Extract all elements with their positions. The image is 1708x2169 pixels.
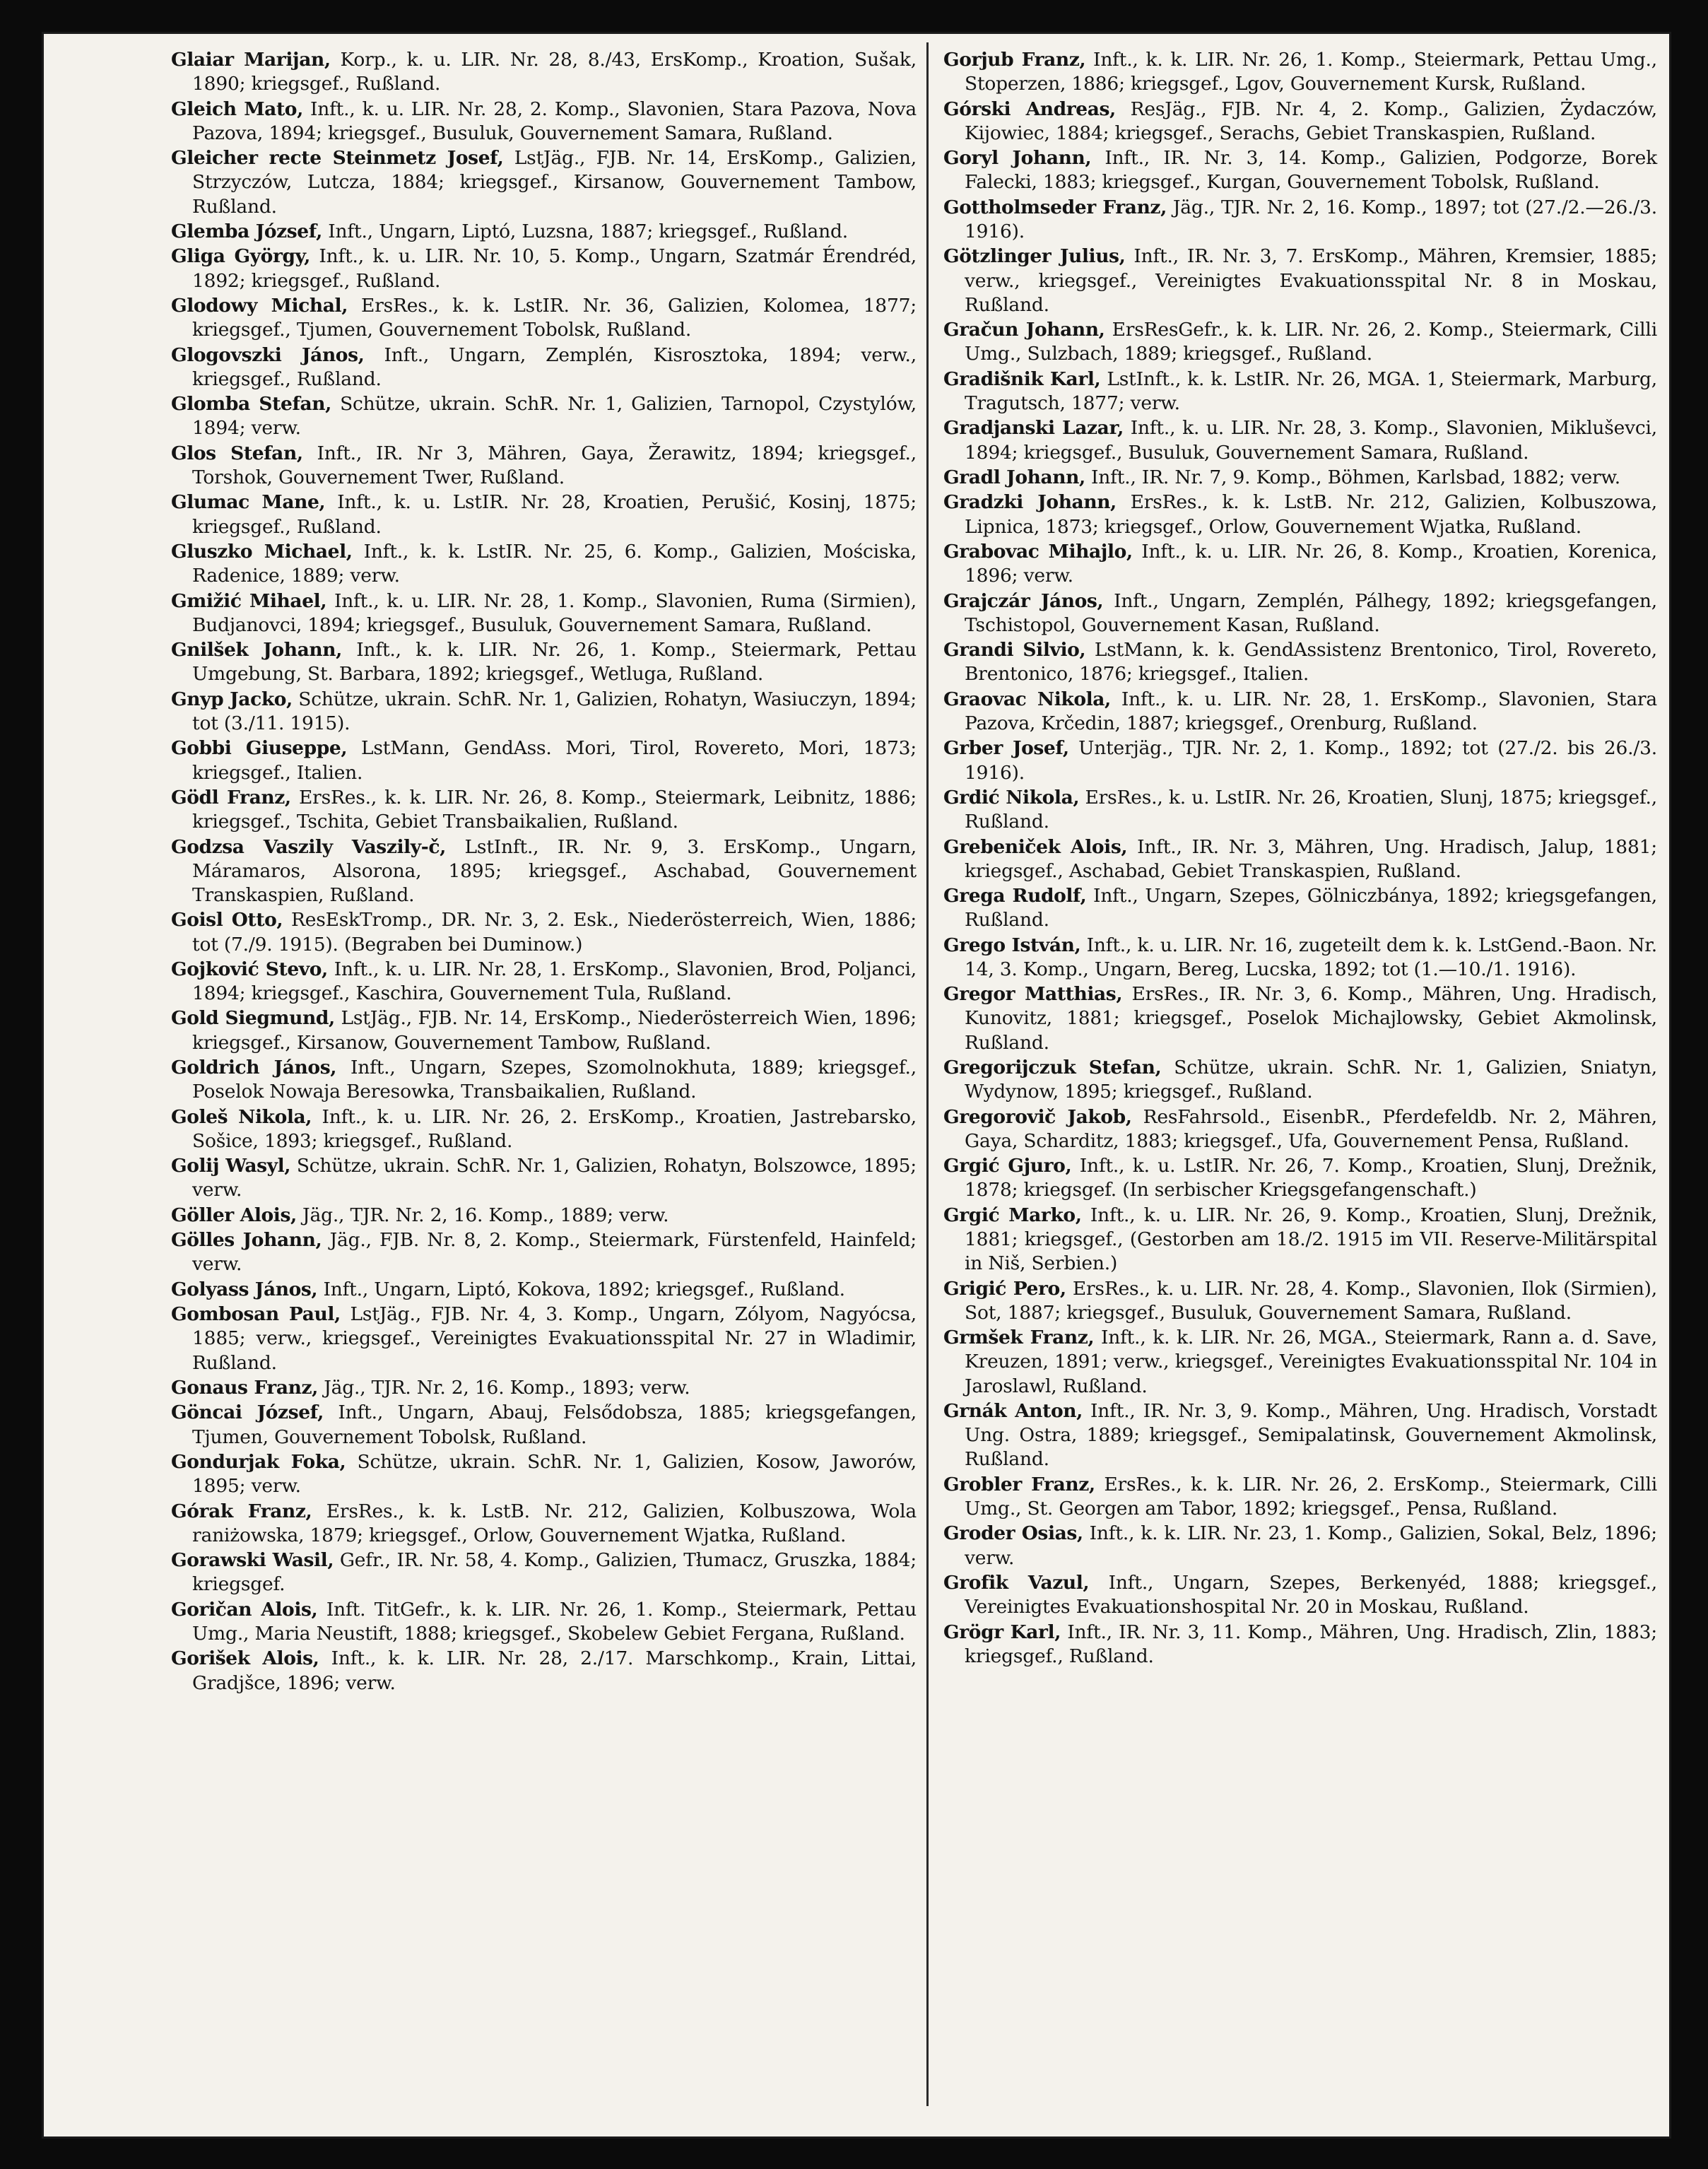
entry-name: Gölles Johann,	[171, 1229, 322, 1252]
entry-name: Goryl Johann,	[943, 147, 1092, 170]
entry-details: Inft., k. u. LIR. Nr. 28, 1. ErsKomp., Slavonien, Brod, Poljanci, 1894; kriegsgef., Kaschira, Gouvernement Tula, Rußland.	[192, 958, 917, 1005]
entry-name: Gliga György,	[171, 245, 310, 268]
entry-name: Gleicher recte Steinmetz Josef,	[171, 147, 504, 170]
entry-details: Inft., k. k. LIR. Nr. 23, 1. Komp., Galizien, Sokal, Belz, 1896; verw.	[965, 1522, 1657, 1569]
entry-details: ResFahrsold., EisenbR., Pferdefeldb. Nr. 2, Mähren, Gaya, Scharditz, 1883; kriegsgef., Ufa, Gouvernement Pensa, Rußland.	[965, 1105, 1658, 1152]
entry-name: Gradišnik Karl,	[943, 368, 1101, 390]
entry-details: Inft., k. u. LIR. Nr. 10, 5. Komp., Ungarn, Szatmár Érendréd, 1892; kriegsgef., Rußland.	[192, 245, 917, 292]
entry-details: ResJäg., FJB. Nr. 4, 2. Komp., Galizien, Żydaczów, Kijowiec, 1884; kriegsgef., Serachs, Gebiet Transkaspien, Rußland.	[965, 98, 1657, 144]
casualty-entry	[171, 688, 917, 736]
entry-name: Grabovac Mihajlo,	[943, 540, 1133, 563]
casualty-entry	[171, 1204, 917, 1228]
entry-details: Inft., IR. Nr 3, Mähren, Gaya, Žerawitz, 1894; kriegsgef., Torshok, Gouvernement Twer, Rußland.	[192, 442, 917, 488]
entry-name: Gradjanski Lazar,	[943, 417, 1124, 440]
entry-name: Grber Josef,	[943, 737, 1069, 760]
casualty-entry	[943, 835, 1657, 883]
casualty-entry	[943, 1326, 1657, 1399]
casualty-entry	[171, 1303, 917, 1375]
entry-name: Groder Osias,	[943, 1522, 1083, 1545]
entry-details: Inft., Ungarn, Liptó, Kokova, 1892; kriegsgef., Rußland.	[323, 1278, 845, 1300]
casualty-entry	[171, 589, 917, 637]
entry-details: ErsRes., k. k. LIR. Nr. 26, 2. ErsKomp., Steiermark, Cilli Umg., St. Georgen am Tabor, 1892; kriegsgef., Pensa, Rußland.	[965, 1473, 1657, 1520]
casualty-entry	[171, 1228, 917, 1276]
casualty-entry	[171, 1598, 917, 1646]
entry-details: ResEskTromp., DR. Nr. 3, 2. Esk., Niederösterreich, Wien, 1886; tot (7./9. 1915). (Begraben bei Duminow.)	[192, 909, 917, 956]
casualty-entry	[943, 490, 1657, 539]
entry-name: Gmižić Mihael,	[171, 589, 327, 612]
entry-details: Inft., IR. Nr. 3, Mähren, Ung. Hradisch, Jalup, 1881; kriegsgef., Aschabad, Gebiet Transkaspien, Rußland.	[965, 835, 1658, 882]
entry-details: Inft., IR. Nr. 3, 7. ErsKomp., Mähren, Kremsier, 1885; verw., kriegsgef., Vereinigtes Evakuationsspital Nr. 8 in Moskau, Rußland.	[965, 245, 1657, 316]
entry-details: Inft., IR. Nr. 3, 11. Komp., Mähren, Ung. Hradisch, Zlin, 1883; kriegsgef., Rußland.	[965, 1621, 1657, 1667]
entry-details: Gefr., IR. Nr. 58, 4. Komp., Galizien, Tłumacz, Gruszka, 1884; kriegsgef.	[192, 1549, 917, 1596]
entry-details: Inft., Ungarn, Abauj, Felsődobsza, 1885; kriegsgefangen, Tjumen, Gouvernement Tobolsk, Rußland.	[192, 1401, 917, 1448]
casualty-entry	[943, 368, 1657, 416]
entry-name: Grgić Gjuro,	[943, 1155, 1072, 1177]
entry-name: Grego István,	[943, 934, 1081, 956]
casualty-entry	[943, 1204, 1657, 1276]
casualty-entry	[171, 1647, 917, 1695]
casualty-entry	[943, 1056, 1657, 1104]
entry-details: Inft., Ungarn, Szepes, Berkenyéd, 1888; kriegsgef., Vereinigtes Evakuationshospital Nr. 20 in Moskau, Rußland.	[965, 1572, 1657, 1618]
entry-details: LstInft., k. k. LstIR. Nr. 26, MGA. 1, Steiermark, Marburg, Tragutsch, 1877; verw.	[965, 368, 1657, 414]
casualty-entry	[943, 638, 1657, 686]
entry-name: Gnyp Jacko,	[171, 688, 293, 710]
entry-details: Unterjäg., TJR. Nr. 2, 1. Komp., 1892; tot (27./2. bis 26./3. 1916).	[965, 737, 1658, 784]
casualty-entry	[943, 540, 1657, 588]
entry-name: Gorjub Franz,	[943, 49, 1086, 71]
entry-details: Schütze, ukrain. SchR. Nr. 1, Galizien, Kosow, Jaworów, 1895; verw.	[192, 1451, 917, 1498]
entry-name: Graovac Nikola,	[943, 688, 1111, 710]
casualty-entry	[943, 1399, 1657, 1472]
casualty-entry	[171, 958, 917, 1006]
entry-details: Inft., k. u. LIR. Nr. 16, zugeteilt dem k. k. LstGend.-Baon. Nr. 14, 3. Komp., Ungarn, Bereg, Lucska, 1892; tot (1.—10./1. 1916).	[965, 934, 1657, 980]
casualty-entry	[171, 1006, 917, 1054]
entry-details: Inft., Ungarn, Szepes, Gölniczbánya, 1892; kriegsgefangen, Rußland.	[965, 885, 1657, 931]
entry-details: Inft., IR. Nr. 3, 9. Komp., Mähren, Ung. Hradisch, Vorstadt Ung. Ostra, 1889; kriegsgef., Semipalatinsk, Gouvernement Akmolinsk, Rußland.	[965, 1400, 1657, 1471]
entry-name: Gorišek Alois,	[171, 1647, 319, 1670]
entry-name: Golyass János,	[171, 1278, 318, 1300]
casualty-entry	[171, 98, 917, 146]
casualty-entry	[171, 442, 917, 490]
entry-name: Grajczár János,	[943, 589, 1104, 612]
entry-name: Grandi Silvio,	[943, 639, 1086, 662]
entry-name: Grobler Franz,	[943, 1473, 1095, 1495]
casualty-entry	[171, 392, 917, 440]
entry-details: Korp., k. u. LIR. Nr. 28, 8./43, ErsKomp., Kroation, Sušak, 1890; kriegsgef., Rußland.	[192, 49, 917, 95]
entry-name: Gradl Johann,	[943, 466, 1085, 488]
entry-name: Gödl Franz,	[171, 786, 291, 809]
casualty-entry	[171, 835, 917, 908]
entry-details: Inft., Ungarn, Szepes, Szomolnokhuta, 1889; kriegsgef., Poselok Nowaja Beresowka, Transbaikalien, Rußland.	[192, 1057, 917, 1103]
casualty-entry	[943, 1277, 1657, 1325]
entry-details: Inft., k. k. LIR. Nr. 26, MGA., Steiermark, Rann a. d. Save, Kreuzen, 1891; verw., kriegsgef., Vereinigtes Evakuationsspital Nr. 104 in Jaroslawl, Rußland.	[965, 1327, 1657, 1397]
entry-name: Gregorijczuk Stefan,	[943, 1057, 1162, 1079]
entry-details: Jäg., TJR. Nr. 2, 16. Komp., 1897; tot (27./2.—26./3. 1916).	[965, 196, 1657, 242]
entry-name: Gonaus Franz,	[171, 1377, 318, 1399]
casualty-entry	[943, 786, 1657, 834]
entry-name: Gnilšek Johann,	[171, 639, 342, 662]
casualty-entry	[171, 1278, 917, 1302]
entry-name: Glaiar Marijan,	[171, 49, 331, 71]
casualty-entry	[171, 1500, 917, 1548]
casualty-entry	[171, 1056, 917, 1104]
entry-name: Grebeniček Alois,	[943, 835, 1128, 858]
entry-details: Inft., k. u. LIR. Nr. 28, 1. Komp., Slavonien, Ruma (Sirmien), Budjanovci, 1894; kriegsgef., Busuluk, Gouvernement Samara, Rußland.	[192, 589, 917, 636]
entry-details: LstJäg., FJB. Nr. 4, 3. Komp., Ungarn, Zólyom, Nagyócsa, 1885; verw., kriegsgef., Vereinigtes Evakuationsspital Nr. 27 in Wladimir, Rußland.	[192, 1303, 917, 1374]
entry-details: Inft., Ungarn, Liptó, Luzsna, 1887; kriegsgef., Rußland.	[328, 220, 848, 242]
casualty-entry	[171, 908, 917, 956]
entry-details: ErsRes., k. k. LIR. Nr. 26, 8. Komp., Steiermark, Leibnitz, 1886; kriegsgef., Tschita, Gebiet Transbaikalien, Rußland.	[192, 786, 917, 833]
entry-name: Grnák Anton,	[943, 1400, 1083, 1423]
casualty-entry	[943, 98, 1657, 146]
entry-details: ErsRes., k. k. LstB. Nr. 212, Galizien, Kolbuszowa, Lipnica, 1873; kriegsgef., Orlow, Gouvernement Wjatka, Rußland.	[965, 491, 1657, 538]
entry-details: Inft., k. u. LstIR. Nr. 26, 7. Komp., Kroatien, Slunj, Drežnik, 1878; kriegsgef. (In serbischer Kriegsgefangenschaft.)	[965, 1155, 1657, 1201]
entry-name: Glogovszki János,	[171, 343, 365, 366]
entry-name: Górski Andreas,	[943, 98, 1116, 120]
entry-name: Gradzki Johann,	[943, 491, 1117, 514]
casualty-entry	[943, 934, 1657, 982]
entry-name: Goričan Alois,	[171, 1598, 318, 1621]
entry-details: Schütze, ukrain. SchR. Nr. 1, Galizien, Tarnopol, Czystylów, 1894; verw.	[192, 393, 917, 440]
entry-details: LstMann, GendAss. Mori, Tirol, Rovereto, Mori, 1873; kriegsgef., Italien.	[192, 737, 917, 784]
casualty-entry	[171, 1154, 917, 1202]
entry-details: Inft., k. k. LIR. Nr. 26, 1. Komp., Steiermark, Pettau Umg., Stoperzen, 1886; kriegsgef., Lgov, Gouvernement Kursk, Rußland.	[965, 49, 1657, 95]
entry-name: Gold Siegmund,	[171, 1007, 335, 1030]
entry-name: Godzsa Vaszily Vaszily-č,	[171, 835, 446, 858]
entry-name: Glos Stefan,	[171, 442, 303, 464]
entry-details: Inft. TitGefr., k. k. LIR. Nr. 26, 1. Komp., Steiermark, Pettau Umg., Maria Neustift, 1888; kriegsgef., Skobelew Gebiet Fergana, Rußland.	[192, 1598, 917, 1645]
entry-name: Grigić Pero,	[943, 1277, 1066, 1300]
entry-details: ErsRes., k. u. LstIR. Nr. 26, Kroatien, Slunj, 1875; kriegsgef., Rußland.	[965, 786, 1657, 833]
casualty-entry	[943, 196, 1657, 244]
entry-details: ErsRes., k. u. LIR. Nr. 28, 4. Komp., Slavonien, Ilok (Sirmien), Sot, 1887; kriegsgef., Busuluk, Gouvernement Samara, Rußland.	[965, 1277, 1657, 1324]
entry-details: Schütze, ukrain. SchR. Nr. 1, Galizien, Rohatyn, Bolszowce, 1895; verw.	[192, 1155, 917, 1201]
entry-details: Inft., k. u. LIR. Nr. 26, 9. Komp., Kroatien, Slunj, Drežnik, 1881; kriegsgef., (Gestorben am 18./2. 1915 im VII. Reserve-Militärspital in Niš, Serbien.)	[965, 1204, 1657, 1275]
entry-name: Goleš Nikola,	[171, 1105, 312, 1128]
entry-name: Grmšek Franz,	[943, 1327, 1095, 1349]
entry-name: Gregorovič Jakob,	[943, 1105, 1132, 1128]
entry-details: Inft., k. u. LIR. Nr. 28, 2. Komp., Slavonien, Stara Pazova, Nova Pazova, 1894; kriegsgef., Busuluk, Gouvernement Samara, Rußland.	[192, 98, 917, 144]
casualty-entry	[943, 736, 1657, 784]
entry-details: Jäg., TJR. Nr. 2, 16. Komp., 1893; verw.	[324, 1377, 690, 1399]
casualty-entry	[943, 1522, 1657, 1570]
entry-details: Schütze, ukrain. SchR. Nr. 1, Galizien, Rohatyn, Wasiuczyn, 1894; tot (3./11. 1915).	[192, 688, 917, 734]
entry-name: Golij Wasyl,	[171, 1155, 291, 1177]
casualty-entry	[943, 884, 1657, 932]
entry-name: Glemba József,	[171, 220, 323, 242]
casualty-entry	[943, 1473, 1657, 1521]
casualty-entry	[171, 786, 917, 834]
entry-name: Grdić Nikola,	[943, 786, 1080, 809]
casualty-entry	[171, 1376, 917, 1400]
entry-name: Goldrich János,	[171, 1057, 337, 1079]
entry-name: Gračun Johann,	[943, 319, 1105, 341]
entry-name: Göller Alois,	[171, 1204, 297, 1226]
casualty-entry	[171, 343, 917, 392]
right-column	[943, 48, 1657, 1669]
casualty-entry	[943, 416, 1657, 464]
entry-name: Gottholmseder Franz,	[943, 196, 1167, 218]
entry-details: Inft., k. k. LstIR. Nr. 25, 6. Komp., Galizien, Mościska, Radenice, 1889; verw.	[192, 540, 917, 587]
entry-details: Inft., k. k. LIR. Nr. 28, 2./17. Marschkomp., Krain, Littai, Gradjšce, 1896; verw.	[192, 1647, 917, 1694]
entry-name: Göncai József,	[171, 1401, 324, 1424]
entry-details: Inft., k. u. LIR. Nr. 26, 8. Komp., Kroatien, Korenica, 1896; verw.	[965, 540, 1657, 587]
entry-details: Inft., k. u. LIR. Nr. 28, 1. ErsKomp., Slavonien, Stara Pazova, Krčedin, 1887; kriegsgef., Orenburg, Rußland.	[965, 688, 1657, 734]
entry-details: Inft., k. u. LIR. Nr. 28, 3. Komp., Slavonien, Mikluševci, 1894; kriegsgef., Busuluk, Gouvernement Samara, Rußland.	[965, 417, 1658, 464]
casualty-entry	[943, 48, 1657, 96]
casualty-entry	[171, 1401, 917, 1449]
entry-details: LstJäg., FJB. Nr. 14, ErsKomp., Galizien, Strzyczów, Lutcza, 1884; kriegsgef., Kirsanow, Gouvernement Tambow, Rußland.	[192, 147, 917, 218]
casualty-entry	[171, 146, 917, 219]
casualty-entry	[943, 146, 1657, 194]
entry-name: Götzlinger Julius,	[943, 245, 1126, 268]
entry-details: ErsRes., k. k. LstB. Nr. 212, Galizien, Kolbuszowa, Wola raniżowska, 1879; kriegsgef., Orlow, Gouvernement Wjatka, Rußland.	[192, 1500, 917, 1546]
entry-name: Grega Rudolf,	[943, 885, 1087, 907]
entry-name: Glomba Stefan,	[171, 393, 331, 416]
entry-name: Gondurjak Foka,	[171, 1451, 346, 1474]
casualty-entry	[943, 466, 1657, 490]
entry-details: Jäg., TJR. Nr. 2, 16. Komp., 1889; verw.	[302, 1204, 669, 1226]
casualty-entry	[943, 1105, 1657, 1153]
entry-name: Goisl Otto,	[171, 909, 283, 931]
casualty-entry	[171, 1105, 917, 1153]
entry-name: Gluszko Michael,	[171, 540, 353, 563]
casualty-entry	[171, 245, 917, 293]
left-column	[171, 48, 917, 1696]
entry-details: LstJäg., FJB. Nr. 14, ErsKomp., Niederösterreich Wien, 1896; kriegsgef., Kirsanow, Gouvernement Tambow, Rußland.	[192, 1007, 917, 1054]
entry-name: Grögr Karl,	[943, 1621, 1061, 1643]
casualty-entry	[943, 318, 1657, 366]
casualty-entry	[171, 294, 917, 342]
entry-details: LstMann, k. k. GendAssistenz Brentonico, Tirol, Rovereto, Brentonico, 1876; kriegsgef., Italien.	[965, 639, 1658, 686]
entry-name: Gorawski Wasil,	[171, 1549, 334, 1572]
entry-details: ErsRes., k. k. LstIR. Nr. 36, Galizien, Kolomea, 1877; kriegsgef., Tjumen, Gouvernement Tobolsk, Rußland.	[192, 294, 917, 341]
entry-details: ErsResGefr., k. k. LIR. Nr. 26, 2. Komp., Steiermark, Cilli Umg., Sulzbach, 1889; kriegsgef., Rußland.	[965, 319, 1657, 365]
entry-details: Inft., k. k. LIR. Nr. 26, 1. Komp., Steiermark, Pettau Umgebung, St. Barbara, 1892; kriegsgef., Wetluga, Rußland.	[192, 639, 917, 686]
casualty-entry	[171, 1450, 917, 1498]
casualty-entry	[943, 589, 1657, 637]
casualty-entry	[943, 1154, 1657, 1202]
casualty-entry	[943, 245, 1657, 317]
casualty-entry	[171, 1548, 917, 1597]
entry-details: Schütze, ukrain. SchR. Nr. 1, Galizien, Sniatyn, Wydynow, 1895; kriegsgef., Rußland.	[965, 1057, 1657, 1103]
column-divider	[926, 42, 929, 2106]
casualty-entry	[171, 220, 917, 244]
entry-name: Glumac Mane,	[171, 491, 326, 514]
entry-details: ErsRes., IR. Nr. 3, 6. Komp., Mähren, Ung. Hradisch, Kunovitz, 1881; kriegsgef., Poselok Michajlowsky, Gebiet Akmolinsk, Rußland.	[965, 983, 1657, 1054]
entry-details: Jäg., FJB. Nr. 8, 2. Komp., Steiermark, Fürstenfeld, Hainfeld; verw.	[192, 1229, 917, 1276]
entry-details: Inft., IR. Nr. 7, 9. Komp., Böhmen, Karlsbad, 1882; verw.	[1091, 466, 1620, 488]
casualty-entry	[943, 1571, 1657, 1619]
casualty-entry	[943, 688, 1657, 736]
entry-details: Inft., IR. Nr. 3, 14. Komp., Galizien, Podgorze, Borek Falecki, 1883; kriegsgef., Kurgan, Gouvernement Tobolsk, Rußland.	[965, 147, 1657, 194]
entry-details: Inft., Ungarn, Zemplén, Pálhegy, 1892; kriegsgefangen, Tschistopol, Gouvernement Kasan, Rußland.	[965, 589, 1657, 636]
casualty-entry	[943, 982, 1657, 1055]
casualty-entry	[171, 540, 917, 588]
entry-name: Gleich Mato,	[171, 98, 303, 120]
entry-details: Inft., k. u. LstIR. Nr. 28, Kroatien, Perušić, Kosinj, 1875; kriegsgef., Rußland.	[192, 491, 917, 538]
casualty-entry	[171, 48, 917, 96]
entry-name: Gombosan Paul,	[171, 1303, 341, 1326]
casualty-entry	[171, 736, 917, 784]
entry-name: Gregor Matthias,	[943, 983, 1123, 1006]
entry-details: Inft., k. u. LIR. Nr. 26, 2. ErsKomp., Kroatien, Jastrebarsko, Sošice, 1893; kriegsgef., Rußland.	[192, 1105, 917, 1152]
casualty-entry	[171, 490, 917, 539]
entry-name: Gobbi Giuseppe,	[171, 737, 348, 760]
entry-details: LstInft., IR. Nr. 9, 3. ErsKomp., Ungarn, Máramaros, Alsorona, 1895; kriegsgef., Aschabad, Gouvernement Transkaspien, Rußland.	[192, 835, 917, 906]
entry-name: Górak Franz,	[171, 1500, 312, 1522]
entry-name: Gojković Stevo,	[171, 958, 328, 980]
entry-name: Grofik Vazul,	[943, 1572, 1090, 1594]
entry-name: Glodowy Michal,	[171, 294, 348, 317]
entry-name: Grgić Marko,	[943, 1204, 1082, 1226]
casualty-entry	[943, 1621, 1657, 1669]
casualty-entry	[171, 638, 917, 686]
entry-details: Inft., Ungarn, Zemplén, Kisrosztoka, 1894; verw., kriegsgef., Rußland.	[192, 343, 917, 390]
